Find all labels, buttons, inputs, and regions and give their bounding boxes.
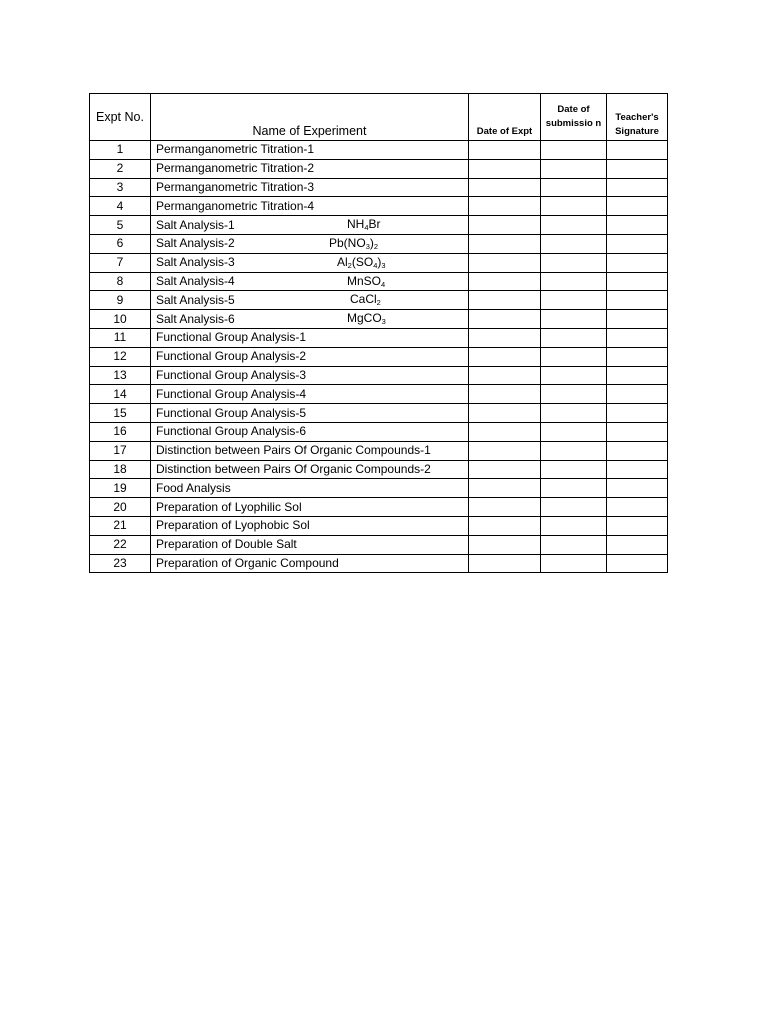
date-of-expt-cell[interactable] xyxy=(469,310,541,329)
teacher-signature-cell[interactable] xyxy=(607,291,668,310)
experiment-name: Preparation of Organic Compound xyxy=(156,555,339,570)
expt-number-cell: 6 xyxy=(90,234,151,253)
table-row xyxy=(90,516,668,535)
table-row xyxy=(90,385,668,404)
table-row xyxy=(90,347,668,366)
experiment-name-cell xyxy=(151,498,469,517)
teacher-signature-cell[interactable] xyxy=(607,347,668,366)
date-of-expt-cell[interactable] xyxy=(469,554,541,573)
date-of-submission-cell[interactable] xyxy=(541,535,607,554)
table-row xyxy=(90,422,668,441)
date-of-submission-cell[interactable] xyxy=(541,234,607,253)
expt-number-cell: 8 xyxy=(90,272,151,291)
experiment-name: Permanganometric Titration-4 xyxy=(156,198,315,213)
experiment-name-cell xyxy=(151,197,469,216)
header-teacher-signature: Teacher's Signature xyxy=(607,94,668,141)
date-of-submission-cell[interactable] xyxy=(541,291,607,310)
date-of-submission-cell[interactable] xyxy=(541,385,607,404)
date-of-submission-cell[interactable] xyxy=(541,460,607,479)
expt-number-cell: 13 xyxy=(90,366,151,385)
table-row xyxy=(90,234,668,253)
table-row xyxy=(90,197,668,216)
expt-number-cell: 14 xyxy=(90,385,151,404)
experiment-name-cell xyxy=(151,479,469,498)
date-of-submission-cell[interactable] xyxy=(541,422,607,441)
experiment-name: Salt Analysis-1 xyxy=(156,217,235,232)
date-of-submission-cell[interactable] xyxy=(541,178,607,197)
expt-number-cell: 7 xyxy=(90,253,151,272)
date-of-submission-cell[interactable] xyxy=(541,272,607,291)
date-of-expt-cell[interactable] xyxy=(469,422,541,441)
experiment-name: Food Analysis xyxy=(156,480,231,495)
teacher-signature-cell[interactable] xyxy=(607,253,668,272)
experiment-name: Salt Analysis-3 xyxy=(156,255,235,270)
experiment-table xyxy=(89,93,668,573)
expt-number-cell: 21 xyxy=(90,516,151,535)
experiment-name-cell xyxy=(151,178,469,197)
header-date-of-submission: Date of submissio n xyxy=(541,94,607,141)
date-of-expt-cell[interactable] xyxy=(469,272,541,291)
experiment-name-cell xyxy=(151,159,469,178)
date-of-expt-cell[interactable] xyxy=(469,328,541,347)
table-header xyxy=(90,94,668,141)
experiment-name: Salt Analysis-5 xyxy=(156,292,235,307)
table-row xyxy=(90,272,668,291)
experiment-name-cell xyxy=(151,291,469,310)
experiment-name-cell xyxy=(151,535,469,554)
experiment-name: Permanganometric Titration-2 xyxy=(156,161,315,176)
expt-number-cell: 12 xyxy=(90,347,151,366)
date-of-submission-cell[interactable] xyxy=(541,498,607,517)
date-of-submission-cell[interactable] xyxy=(541,310,607,329)
teacher-signature-cell[interactable] xyxy=(607,178,668,197)
expt-number-cell: 17 xyxy=(90,441,151,460)
experiment-name: Permanganometric Titration-3 xyxy=(156,179,315,194)
table-row xyxy=(90,441,668,460)
date-of-expt-cell[interactable] xyxy=(469,535,541,554)
date-of-submission-cell[interactable] xyxy=(541,516,607,535)
date-of-expt-cell[interactable] xyxy=(469,385,541,404)
date-of-submission-cell[interactable] xyxy=(541,216,607,235)
date-of-expt-cell[interactable] xyxy=(469,234,541,253)
experiment-name: Functional Group Analysis-2 xyxy=(156,349,307,364)
date-of-submission-cell[interactable] xyxy=(541,197,607,216)
experiment-name-cell xyxy=(151,422,469,441)
experiment-name: Functional Group Analysis-1 xyxy=(156,330,307,345)
teacher-signature-cell[interactable] xyxy=(607,535,668,554)
experiment-name: Preparation of Double Salt xyxy=(156,537,297,552)
table-row xyxy=(90,535,668,554)
table-row xyxy=(90,554,668,573)
header-expt-no: Expt No. xyxy=(90,94,151,141)
date-of-expt-cell[interactable] xyxy=(469,347,541,366)
experiment-name-cell xyxy=(151,347,469,366)
date-of-expt-cell[interactable] xyxy=(469,498,541,517)
experiment-name-cell xyxy=(151,328,469,347)
date-of-expt-cell[interactable] xyxy=(469,479,541,498)
teacher-signature-cell[interactable] xyxy=(607,159,668,178)
date-of-expt-cell[interactable] xyxy=(469,178,541,197)
salt-formula: CaCl$_2$ xyxy=(350,292,381,308)
salt-formula: MgCO$_3$ xyxy=(347,311,386,327)
experiment-name: Preparation of Lyophilic Sol xyxy=(156,499,302,514)
expt-number-cell: 2 xyxy=(90,159,151,178)
date-of-expt-cell[interactable] xyxy=(469,216,541,235)
table-row xyxy=(90,310,668,329)
table-row xyxy=(90,178,668,197)
date-of-submission-cell[interactable] xyxy=(541,159,607,178)
table-body xyxy=(90,141,668,573)
table-row xyxy=(90,141,668,160)
table-row xyxy=(90,253,668,272)
expt-number-cell: 5 xyxy=(90,216,151,235)
date-of-expt-cell[interactable] xyxy=(469,141,541,160)
teacher-signature-cell[interactable] xyxy=(607,479,668,498)
teacher-signature-cell[interactable] xyxy=(607,366,668,385)
date-of-expt-cell[interactable] xyxy=(469,366,541,385)
date-of-expt-cell[interactable] xyxy=(469,291,541,310)
teacher-signature-cell[interactable] xyxy=(607,310,668,329)
teacher-signature-cell[interactable] xyxy=(607,141,668,160)
date-of-submission-cell[interactable] xyxy=(541,554,607,573)
experiment-name: Functional Group Analysis-5 xyxy=(156,405,307,420)
teacher-signature-cell[interactable] xyxy=(607,554,668,573)
date-of-submission-cell[interactable] xyxy=(541,441,607,460)
experiment-name: Salt Analysis-2 xyxy=(156,236,235,251)
date-of-submission-cell[interactable] xyxy=(541,141,607,160)
table-row xyxy=(90,366,668,385)
expt-number-cell: 3 xyxy=(90,178,151,197)
teacher-signature-cell[interactable] xyxy=(607,216,668,235)
table-row xyxy=(90,216,668,235)
expt-number-cell: 19 xyxy=(90,479,151,498)
experiment-name-cell xyxy=(151,310,469,329)
experiment-name: Functional Group Analysis-4 xyxy=(156,386,307,401)
experiment-name-cell xyxy=(151,554,469,573)
experiment-name: Salt Analysis-4 xyxy=(156,273,235,288)
teacher-signature-cell[interactable] xyxy=(607,404,668,423)
expt-number-cell: 20 xyxy=(90,498,151,517)
salt-formula: $NH_4Br$ xyxy=(347,217,381,233)
teacher-signature-cell[interactable] xyxy=(607,385,668,404)
header-experiment-name: Name of Experiment xyxy=(151,94,469,141)
salt-formula: MnSO$_4$ xyxy=(347,273,386,289)
experiment-name: Distinction between Pairs Of Organic Compounds-1 xyxy=(156,443,431,458)
teacher-signature-cell[interactable] xyxy=(607,516,668,535)
teacher-signature-cell[interactable] xyxy=(607,197,668,216)
header-row xyxy=(90,94,668,141)
experiment-name-cell xyxy=(151,216,469,235)
expt-number-cell: 10 xyxy=(90,310,151,329)
teacher-signature-cell[interactable] xyxy=(607,272,668,291)
date-of-expt-cell[interactable] xyxy=(469,441,541,460)
teacher-signature-cell[interactable] xyxy=(607,498,668,517)
experiment-name: Preparation of Lyophobic Sol xyxy=(156,518,310,533)
experiment-name: Distinction between Pairs Of Organic Compounds-2 xyxy=(156,461,431,476)
expt-number-cell: 4 xyxy=(90,197,151,216)
experiment-name-cell xyxy=(151,460,469,479)
expt-number-cell: 23 xyxy=(90,554,151,573)
date-of-submission-cell[interactable] xyxy=(541,366,607,385)
experiment-name: Permanganometric Titration-1 xyxy=(156,142,315,157)
experiment-name-cell xyxy=(151,272,469,291)
expt-number-cell: 22 xyxy=(90,535,151,554)
experiment-name-cell xyxy=(151,141,469,160)
salt-formula: $Pb(NO_3)_2$ xyxy=(329,235,379,251)
date-of-expt-cell[interactable] xyxy=(469,253,541,272)
experiment-name-cell xyxy=(151,385,469,404)
table-row xyxy=(90,328,668,347)
date-of-submission-cell[interactable] xyxy=(541,347,607,366)
experiment-name-cell xyxy=(151,404,469,423)
expt-number-cell: 15 xyxy=(90,404,151,423)
experiment-name-cell xyxy=(151,441,469,460)
table-row xyxy=(90,498,668,517)
table-row xyxy=(90,291,668,310)
experiment-name: Salt Analysis-6 xyxy=(156,311,235,326)
salt-formula: $Al_2(SO_4)_3$ xyxy=(337,254,386,270)
header-date-of-expt: Date of Expt xyxy=(469,94,541,141)
date-of-submission-cell[interactable] xyxy=(541,328,607,347)
teacher-signature-cell[interactable] xyxy=(607,441,668,460)
date-of-expt-cell[interactable] xyxy=(469,460,541,479)
expt-number-cell: 16 xyxy=(90,422,151,441)
table-row xyxy=(90,404,668,423)
expt-number-cell: 9 xyxy=(90,291,151,310)
experiment-name-cell xyxy=(151,234,469,253)
date-of-expt-cell[interactable] xyxy=(469,404,541,423)
date-of-submission-cell[interactable] xyxy=(541,479,607,498)
experiment-log-sheet xyxy=(89,93,667,573)
experiment-name-cell xyxy=(151,253,469,272)
date-of-expt-cell[interactable] xyxy=(469,516,541,535)
table-row xyxy=(90,479,668,498)
experiment-name-cell xyxy=(151,366,469,385)
experiment-name-cell xyxy=(151,516,469,535)
date-of-expt-cell[interactable] xyxy=(469,197,541,216)
table-row xyxy=(90,460,668,479)
teacher-signature-cell[interactable] xyxy=(607,460,668,479)
date-of-expt-cell[interactable] xyxy=(469,159,541,178)
teacher-signature-cell[interactable] xyxy=(607,234,668,253)
experiment-name: Functional Group Analysis-3 xyxy=(156,367,307,382)
table-row xyxy=(90,159,668,178)
expt-number-cell: 18 xyxy=(90,460,151,479)
expt-number-cell: 1 xyxy=(90,141,151,160)
date-of-submission-cell[interactable] xyxy=(541,404,607,423)
experiment-name: Functional Group Analysis-6 xyxy=(156,424,307,439)
expt-number-cell: 11 xyxy=(90,328,151,347)
date-of-submission-cell[interactable] xyxy=(541,253,607,272)
teacher-signature-cell[interactable] xyxy=(607,328,668,347)
teacher-signature-cell[interactable] xyxy=(607,422,668,441)
